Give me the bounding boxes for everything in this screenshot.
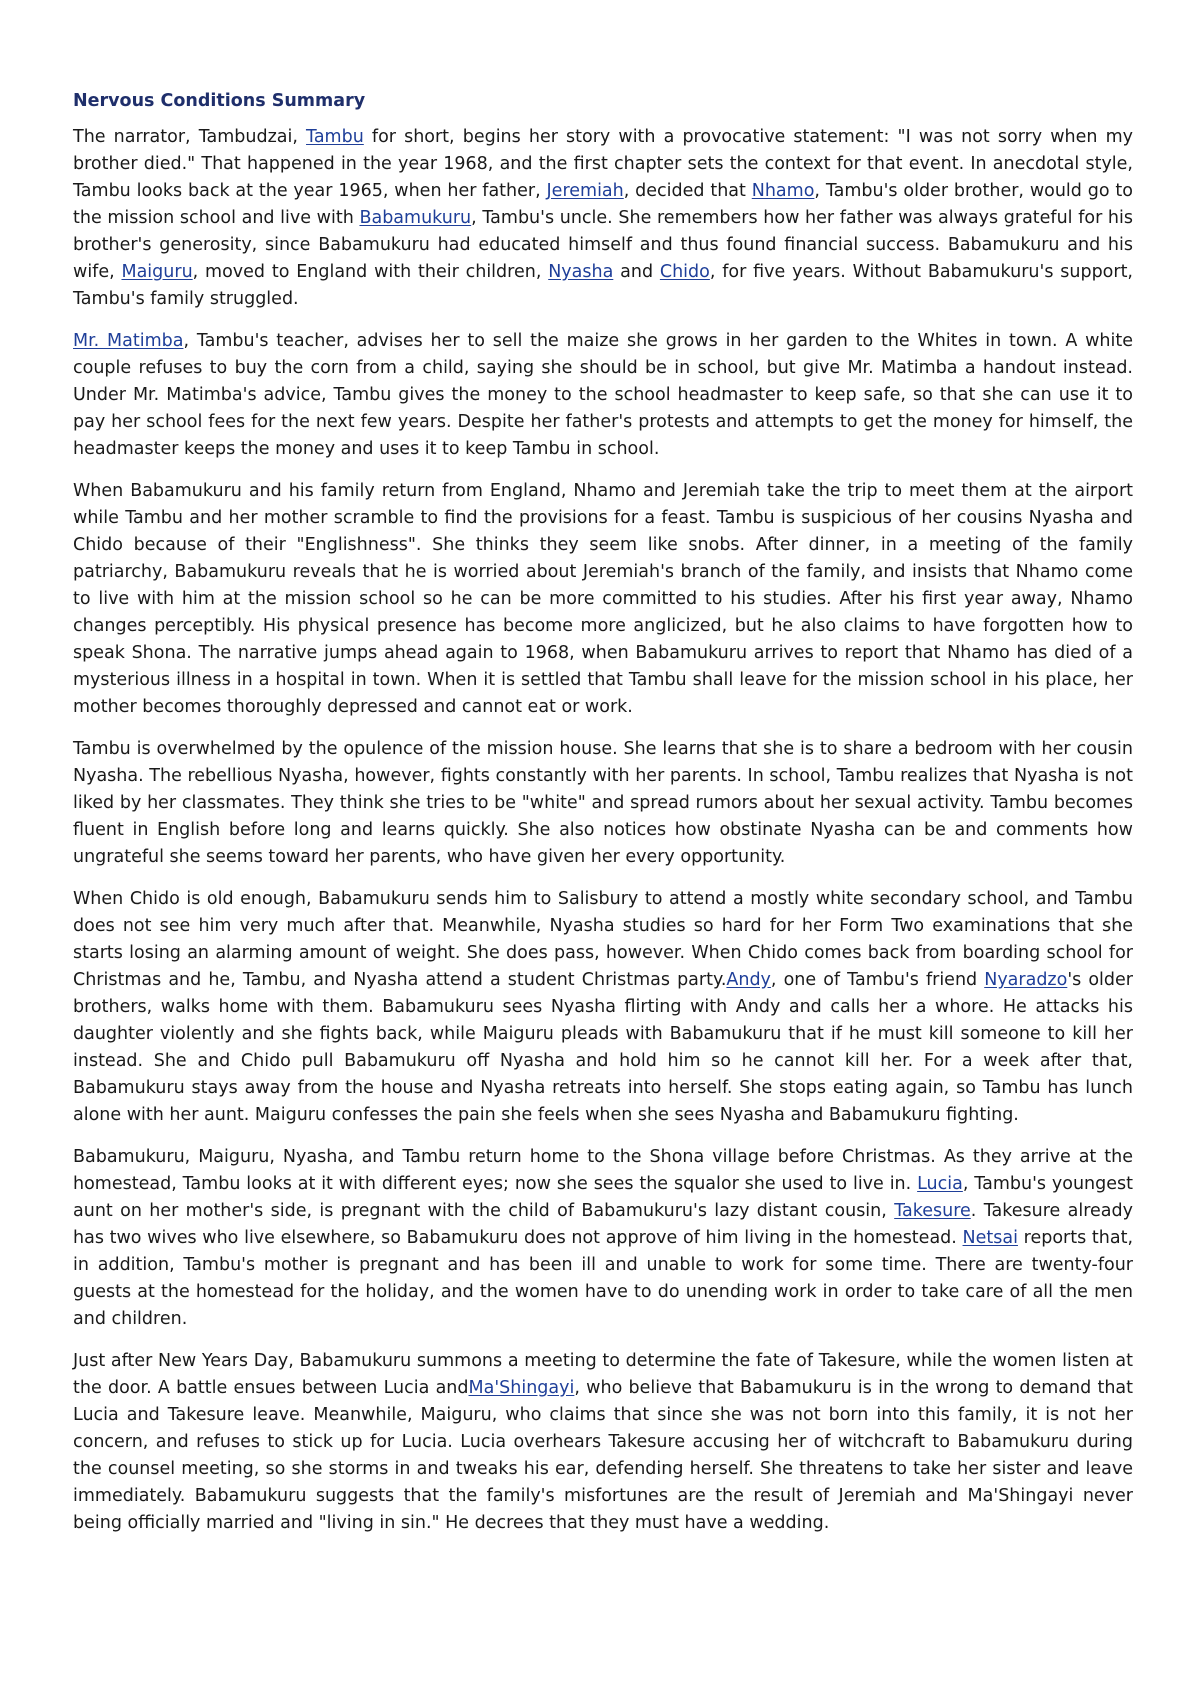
link-nhamo[interactable]: Nhamo <box>751 181 815 201</box>
link-mr-matimba[interactable]: Mr. Matimba <box>73 331 184 351</box>
paragraph-text: , moved to England with their children, <box>192 262 549 282</box>
link-jeremiah[interactable]: Jeremiah <box>546 181 624 201</box>
paragraph-text: , who believe that Babamukuru is in the wrong to demand that Lucia and Takesure leave. Meanwhile, Maiguru, who claims that since she was not born into this family, it is not her concern, and refuses to stick up for Lucia. Lucia overhears Takesure accusing her of witchcraft to Babamukuru during the counsel meeting, so she storms in and tweaks his ear, defending herself. She threatens to take her sister and leave immediately. Babamukuru suggests that the family's misfortunes are the result of Jeremiah and Ma'Shingayi never being officially married and "living in sin." He decrees that they must have a wedding. <box>73 1378 1133 1533</box>
paragraph-6 <box>73 1144 1133 1333</box>
link-tambu[interactable]: Tambu <box>306 127 364 147</box>
paragraph-text: . Takesure already has two wives who live elsewhere, so Babamukuru does not approve of him living in the homestead. <box>73 1201 1133 1248</box>
paragraph-text: Tambu is overwhelmed by the opulence of the mission house. She learns that she is to share a bedroom with her cousin Nyasha. The rebellious Nyasha, however, fights constantly with her parents. In school, Tambu realizes that Nyasha is not liked by her classmates. They think she tries to be "white" and spread rumors about her sexual activity. Tambu becomes fluent in English before long and learns quickly. She also notices how obstinate Nyasha can be and comments how ungrateful she seems toward her parents, who have given her every opportunity. <box>73 739 1133 867</box>
link-maiguru[interactable]: Maiguru <box>121 262 193 282</box>
link-nyasha[interactable]: Nyasha <box>548 262 614 282</box>
link-andy[interactable]: Andy <box>726 970 771 990</box>
paragraph-text: Just after New Years Day, Babamukuru summons a meeting to determine the fate of Takesure, while the women listen at the door. A battle ensues between Lucia and <box>73 1351 1133 1398</box>
paragraph-text: When Babamukuru and his family return from England, Nhamo and Jeremiah take the trip to meet them at the airport while Tambu and her mother scramble to find the provisions for a feast. Tambu is suspicious of her cousins Nyasha and Chido because of their "Englishness". She thinks they seem like snobs. After dinner, in a meeting of the family patriarchy, Babamukuru reveals that he is worried about Jeremiah's branch of the family, and insists that Nhamo come to live with him at the mission school so he can be more committed to his studies. After his first year away, Nhamo changes perceptibly. His physical presence has become more anglicized, but he also claims to have forgotten how to speak Shona. The narrative jumps ahead again to 1968, when Babamukuru arrives to report that Nhamo has died of a mysterious illness in a hospital in town. When it is settled that Tambu shall leave for the mission school in his place, her mother becomes thoroughly depressed and cannot eat or work. <box>73 481 1133 717</box>
paragraph-2 <box>73 328 1133 463</box>
link-netsai[interactable]: Netsai <box>962 1228 1018 1248</box>
paragraph-text: Babamukuru, Maiguru, Nyasha, and Tambu return home to the Shona village before Christmas. As they arrive at the homestead, Tambu looks at it with different eyes; now she sees the squalor she used to live in. <box>73 1147 1133 1194</box>
paragraph-text: , Tambu's youngest aunt on her mother's side, is pregnant with the child of Babamukuru's lazy distant cousin, <box>73 1174 1133 1221</box>
paragraph-text: and <box>613 262 660 282</box>
link-nyaradzo[interactable]: Nyaradzo <box>984 970 1068 990</box>
paragraph-text: , one of Tambu's friend <box>770 970 985 990</box>
link-chido[interactable]: Chido <box>659 262 710 282</box>
paragraph-text: reports that, in addition, Tambu's mother is pregnant and has been ill and unable to work for some time. There are twenty-four guests at the homestead for the holiday, and the women have to do unending work in order to take care of all the men and children. <box>73 1228 1134 1329</box>
paragraph-text: The narrator, Tambudzai, <box>73 127 307 147</box>
link-takesure[interactable]: Takesure <box>894 1201 971 1221</box>
paragraph-3 <box>73 478 1133 721</box>
paragraph-text: , decided that <box>623 181 752 201</box>
paragraph-text: 's older brothers, walks home with them. Babamukuru sees Nyasha flirting with Andy and calls her a whore. He attacks his daughter violently and she fights back, while Maiguru pleads with Babamukuru that if he must kill someone to kill her instead. She and Chido pull Babamukuru off Nyasha and hold him so he cannot kill her. For a week after that, Babamukuru stays away from the house and Nyasha retreats into herself. She stops eating again, so Tambu has lunch alone with her aunt. Maiguru confesses the pain she feels when she sees Nyasha and Babamukuru fighting. <box>73 970 1133 1125</box>
paragraph-text: When Chido is old enough, Babamukuru sends him to Salisbury to attend a mostly white secondary school, and Tambu does not see him very much after that. Meanwhile, Nyasha studies so hard for her Form Two examinations that she starts losing an alarming amount of weight. She does pass, however. When Chido comes back from boarding school for Christmas and he, Tambu, and Nyasha attend a student Christmas party. <box>73 889 1133 990</box>
paragraph-text: , Tambu's uncle. She remembers how her father was always grateful for his brother's generosity, since Babamukuru had educated himself and thus found financial success. Babamukuru and his wife, <box>73 208 1133 282</box>
paragraph-5 <box>73 886 1133 1129</box>
document-body <box>73 124 1133 1537</box>
paragraph-4 <box>73 736 1133 871</box>
link-mashingayi[interactable]: Ma'Shingayi <box>468 1378 575 1398</box>
paragraph-text: for short, begins her story with a provocative statement: "I was not sorry when my brother died." That happened in the year 1968, and the first chapter sets the context for that event. In anecdotal style, Tambu looks back at the year 1965, when her father, <box>73 127 1134 201</box>
paragraph-1 <box>73 124 1133 313</box>
paragraph-text: , Tambu's older brother, would go to the mission school and live with <box>73 181 1133 228</box>
document-page <box>73 88 1133 1552</box>
page-title: Nervous Conditions Summary <box>73 91 366 111</box>
paragraph-text: , Tambu's teacher, advises her to sell the maize she grows in her garden to the Whites in town. A white couple refuses to buy the corn from a child, saying she should be in school, but give Mr. Matimba a handout instead. Under Mr. Matimba's advice, Tambu gives the money to the school headmaster to keep safe, so that she can use it to pay her school fees for the next few years. Despite her father's protests and attempts to get the money for himself, the headmaster keeps the money and uses it to keep Tambu in school. <box>73 331 1133 459</box>
paragraph-text: , for five years. Without Babamukuru's support, Tambu's family struggled. <box>73 262 1133 309</box>
paragraph-7 <box>73 1348 1133 1537</box>
link-babamukuru[interactable]: Babamukuru <box>359 208 472 228</box>
link-lucia[interactable]: Lucia <box>917 1174 963 1194</box>
